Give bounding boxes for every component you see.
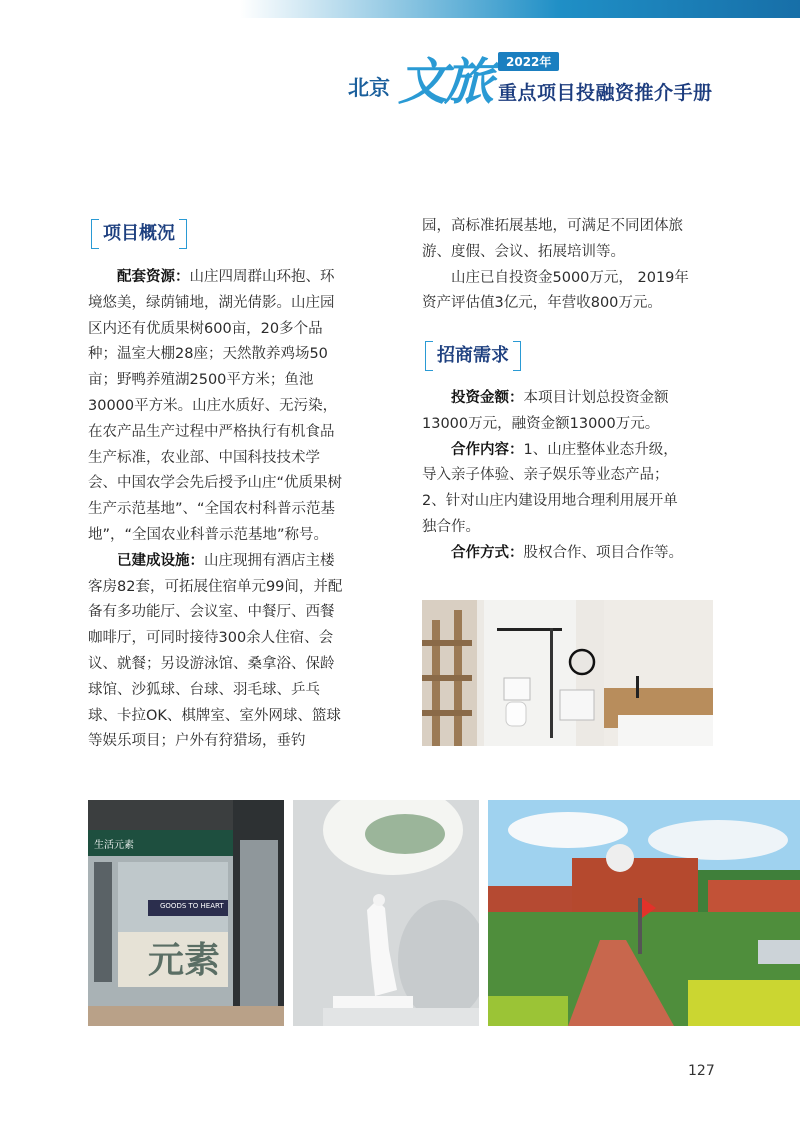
right-column-bottom xyxy=(422,386,690,567)
amount-label: 投资金额： xyxy=(451,390,524,406)
header-beijing: 北京 xyxy=(348,76,390,100)
store-slogan: GOODS TO HEART xyxy=(160,902,224,910)
store-sign: 生活元素 xyxy=(94,840,134,851)
photo-sculpture xyxy=(293,800,479,1026)
continuation-paragraph: 园，高标准拓展基地，可满足不同团体旅游、度假、会议、拓展培训等。 xyxy=(422,218,683,260)
mode-text: 股权合作、项目合作等。 xyxy=(523,544,683,561)
amount-text: 本项目计划总投资金额13000万元，融资金额13000万元。 xyxy=(422,390,669,432)
resources-label: 配套资源： xyxy=(117,269,190,285)
header-year-badge: 2022年 xyxy=(498,52,559,71)
right-column-top xyxy=(422,214,690,317)
resources-text: 山庄四周群山环抱、环境悠美，绿荫铺地，湖光倩影。山庄园区内还有优质果树600亩，20多个品种；温室大棚28座；天然散养鸡场50亩；野鸭养殖湖2500平方米；鱼池30000平方米。山庄水质好、无污染，在农产品生产过程中严格执行有机食品生产标准，农业部、中国科技技术学会、中国农学会先后授予山庄“优质果树生产示范基地”、“全国农村科普示范基地”，“全国农业科普示范基地”称号。 xyxy=(88,269,343,543)
amount-paragraph xyxy=(422,386,690,438)
facilities-text: 山庄现拥有酒店主楼客房82套，可拓展住宿单元99间，并配备有多功能厅、会议室、中餐厅、西餐咖啡厅，可同时接待300余人住宿、会议、就餐；另设游泳馆、桑拿浴、保龄球馆、沙狐球、台球、羽毛球、乒乓球、卡拉OK、棋牌室、室外网球、篮球等娱乐项目；户外有狩猎场，垂钓 xyxy=(88,552,343,750)
photo-store xyxy=(88,800,284,1026)
store-big-text: 元素 xyxy=(148,940,221,981)
facilities-label: 已建成设施： xyxy=(117,552,204,569)
facilities-paragraph xyxy=(88,549,344,755)
section-title-investment: 招商需求 xyxy=(425,341,521,371)
photo-bathroom xyxy=(422,600,713,746)
page-number: 127 xyxy=(688,1063,715,1079)
mode-label: 合作方式： xyxy=(451,544,524,561)
content-text: 1、山庄整体业态升级，导入亲子体验、亲子娱乐等业态产品；2、针对山庄内建设用地合理利用展开单独合作。 xyxy=(422,441,678,535)
mode-paragraph xyxy=(422,541,690,567)
header-color-bar xyxy=(0,0,800,18)
left-column xyxy=(88,265,344,755)
header-wenlv-calligraphy: 文旅 xyxy=(398,52,490,111)
section-title-overview: 项目概况 xyxy=(91,219,187,249)
header-title: 重点项目投融资推介手册 xyxy=(498,82,713,104)
photo-building xyxy=(488,800,800,1026)
content-label: 合作内容： xyxy=(451,441,524,458)
investment-history-paragraph: 山庄已自投资金5000万元， 2019年资产评估值3亿元，年营收800万元。 xyxy=(422,269,689,312)
resources-paragraph xyxy=(88,265,344,549)
content-paragraph xyxy=(422,438,690,541)
page-header xyxy=(0,0,800,130)
